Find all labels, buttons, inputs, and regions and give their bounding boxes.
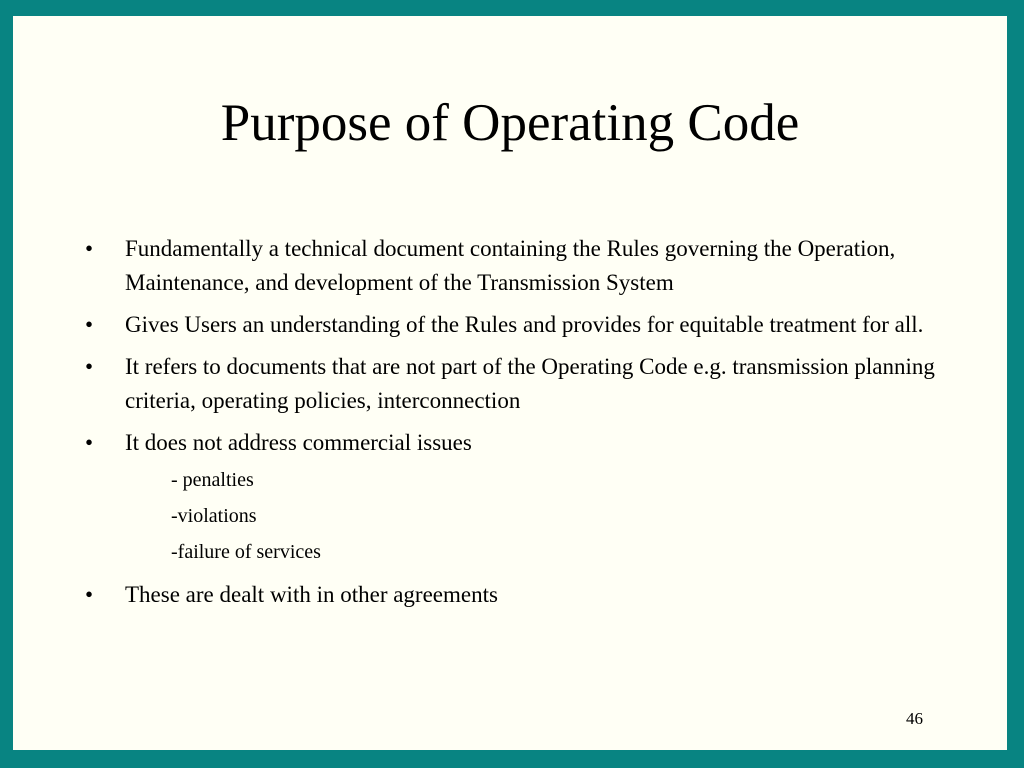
bullet-marker: • bbox=[85, 354, 94, 379]
sub-list bbox=[85, 462, 965, 570]
bullet-text: Fundamentally a technical document containing the Rules governing the Operation, Maintenance, and development of the Transmission System bbox=[125, 236, 896, 295]
bullet-item bbox=[85, 426, 965, 460]
bullet-item bbox=[85, 308, 965, 342]
slide-title: Purpose of Operating Code bbox=[220, 94, 800, 152]
bullet-text: It does not address commercial issues bbox=[125, 430, 472, 455]
bullet-text: Gives Users an understanding of the Rules and provides for equitable treatment for all. bbox=[125, 312, 924, 337]
slide-number: 46 bbox=[906, 709, 923, 728]
bullet-marker: • bbox=[85, 582, 94, 607]
sub-item: - penalties bbox=[171, 469, 254, 491]
bullet-marker: • bbox=[85, 312, 94, 337]
sub-item: -failure of services bbox=[171, 541, 321, 563]
bullet-marker: • bbox=[85, 430, 94, 455]
sub-list-container bbox=[85, 462, 965, 570]
bullet-item bbox=[85, 232, 965, 300]
slide bbox=[13, 16, 1007, 750]
bullet-text: These are dealt with in other agreements bbox=[125, 582, 498, 607]
bullet-list bbox=[85, 232, 965, 620]
bullet-item bbox=[85, 350, 965, 418]
bullet-marker: • bbox=[85, 236, 94, 261]
bullet-text: It refers to documents that are not part of the Operating Code e.g. transmission planning criteria, operating policies, interconnection bbox=[125, 354, 935, 413]
sub-item: -violations bbox=[171, 505, 257, 527]
bullet-item bbox=[85, 578, 965, 612]
